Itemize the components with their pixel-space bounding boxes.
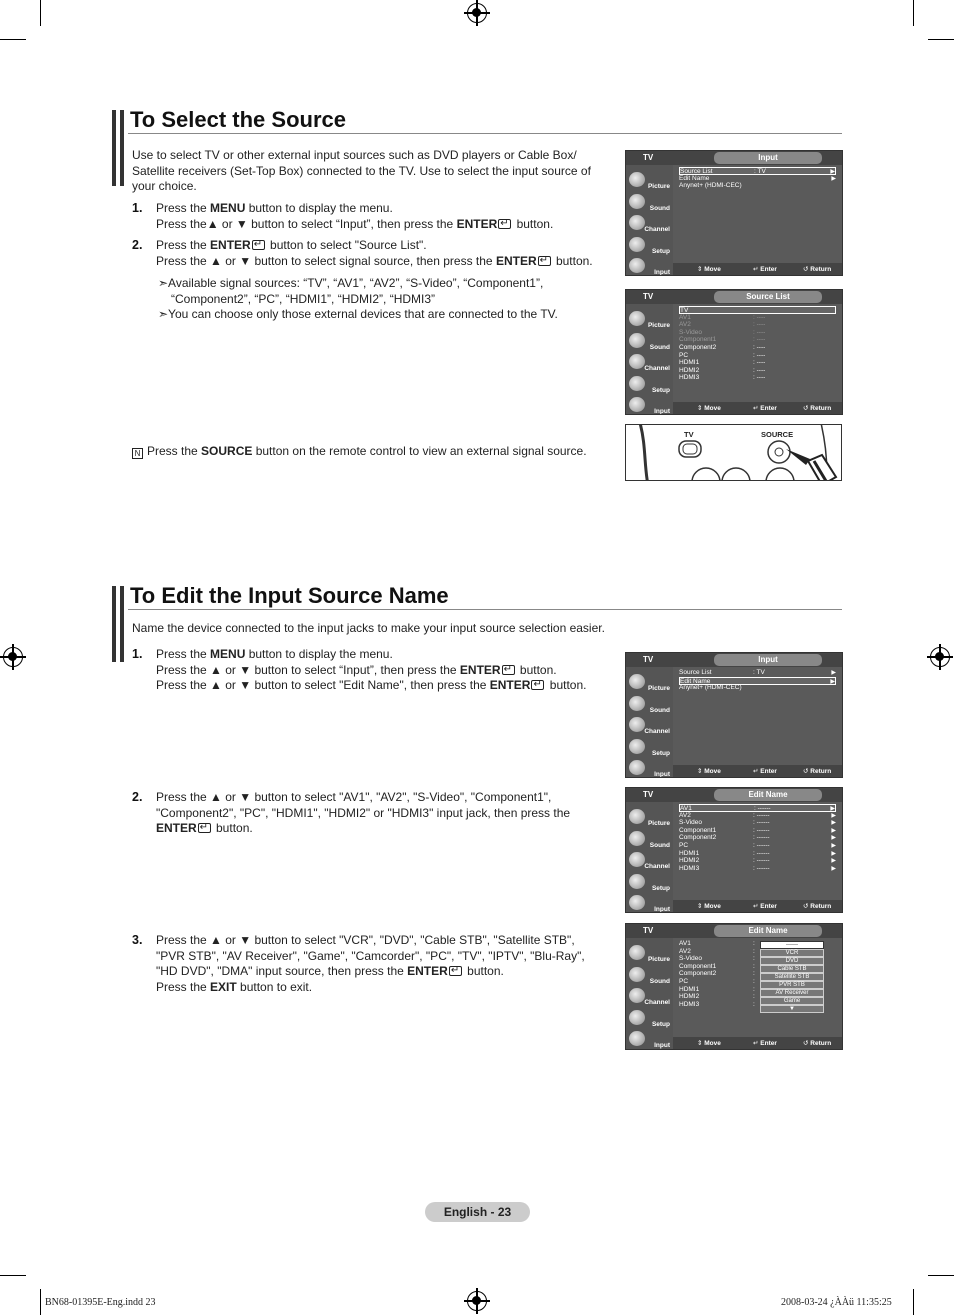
osd-main [673,304,842,402]
osd-menu-row[interactable]: Source List : TV ▶ [679,669,836,676]
osd-menu-row[interactable]: AV2 : [679,947,755,955]
menu-category-icon [629,760,645,775]
menu-category-icon [629,376,645,391]
crop-mark [928,1275,954,1276]
osd-side-item: Sound [628,332,672,352]
osd-move: ⇕ Move [697,1040,721,1047]
osd-tv-label: TV [643,790,654,799]
osd-side-item: Sound [628,193,672,213]
menu-category-icon [629,172,645,187]
osd-menu-row[interactable]: S-Video : ------ ▶ [679,819,836,827]
osd-tv-label: TV [643,153,654,162]
menu-category-icon [629,215,645,230]
remote-source-label: SOURCE [761,430,794,439]
osd-menu-row[interactable]: Anynet+ (HDMI-CEC) [679,684,742,691]
arrow-right-icon: ▶ [831,670,836,676]
osd-enter: ↵ Enter [753,266,777,273]
crop-mark [913,1289,914,1315]
crop-mark [0,1275,26,1276]
osd-menu-row[interactable]: HDMI3 : ---- [679,374,766,382]
registration-mark-icon [467,3,487,23]
step-number: 3. [132,933,143,947]
osd-title: Input [714,654,822,666]
step-text: Press the ▲ or ▼ button to select "VCR", "DVD", "Cable STB", "Satellite STB", "PVR STB", "AV Receiver", "Game", "Camcorder", "PC", "TV", "IPTV", "Blu-Ray", "HD DVD", "DMA" input source, then press the ENTER↵ button. Press the EXIT button to exit. [156,933,616,995]
crop-mark [913,0,914,26]
osd-side-item: Setup [628,1009,672,1029]
osd-tv-label: TV [643,655,654,664]
osd-menu-row[interactable]: TV [679,306,836,314]
tv-menu-input [625,150,843,276]
tv-menu-edit-name-dropdown [625,923,843,1050]
dropdown-option[interactable]: Satellite STB [760,973,824,981]
menu-category-icon [629,397,645,412]
registration-mark-icon [930,647,950,667]
menu-category-icon [629,354,645,369]
note-icon: N [132,448,143,459]
osd-tv-label: TV [643,292,654,301]
menu-category-icon [629,258,645,273]
osd-menu-row[interactable]: HDMI3 : [679,1000,755,1008]
osd-title: Input [714,152,822,164]
osd-move: ⇕ Move [697,405,721,412]
crop-mark [928,39,954,40]
osd-main [673,165,842,263]
menu-category-icon [629,967,645,982]
osd-move: ⇕ Move [697,903,721,910]
enter-icon [449,966,462,976]
osd-side-item: Input [628,257,672,276]
osd-side-item: Picture [628,808,672,828]
crop-mark [40,0,41,26]
enter-icon [538,256,551,266]
menu-category-icon [629,674,645,689]
arrow-right-icon: ▶ [831,176,836,182]
osd-menu-row[interactable]: PC : [679,978,755,985]
osd-main [673,938,842,1037]
osd-menu-row[interactable]: Component2 : [679,970,755,978]
arrow-right-icon: ▶ [831,835,836,842]
osd-menu-row[interactable]: HDMI1 : ------ ▶ [679,849,836,857]
osd-side-item: Picture [628,171,672,191]
arrow-right-icon: ▶ [831,843,836,849]
osd-menu-row[interactable]: PC : ------ ▶ [679,842,836,849]
osd-side-item: Input [628,759,672,778]
note-text: ➣Available signal sources: “TV”, “AV1”, “AV2”, “S-Video”, “Component1”, “Component2”, “PC”, “HDMI1”, “HDMI2”, “HDMI3” ➣You can choose only those external devices that are connected to the TV. [158,276,558,321]
osd-side-item: Picture [628,673,672,693]
tv-menu-input-edit [625,652,843,778]
osd-side-item: Sound [628,830,672,850]
osd-menu-row[interactable]: S-Video : ---- [679,328,766,336]
osd-move: ⇕ Move [697,768,721,775]
remote-tv-label: TV [684,430,694,439]
osd-side-item: Channel [628,851,672,871]
menu-category-icon [629,852,645,867]
enter-icon [198,823,211,833]
osd-tv-label: TV [643,926,654,935]
enter-icon [531,680,544,690]
osd-menu-row[interactable]: Component2 : ---- [679,344,766,351]
menu-category-icon [629,696,645,711]
osd-return: ↺ Return [803,903,832,910]
osd-side-item: Sound [628,966,672,986]
arrow-right-icon: ▶ [831,858,836,865]
menu-category-icon [629,717,645,732]
arrow-right-icon: ▶ [831,850,836,857]
osd-side-item: Channel [628,214,672,234]
step-text: Press the MENU button to display the menu. Press the ▲ or ▼ button to select “Input”, then press the ENTER↵ button. Press the ▲ or ▼ button to select "Edit Name", then press the ENTER↵ button. [156,647,616,694]
osd-menu-row[interactable]: Component1 : ------ ▶ [679,826,836,834]
osd-side-item: Picture [628,310,672,330]
osd-side-item: Setup [628,236,672,256]
menu-category-icon [629,831,645,846]
arrow-right-icon: ▶ [831,812,836,819]
enter-icon [502,665,515,675]
dropdown-option[interactable]: PVR STB [760,981,824,989]
arrow-right-icon: ▶ [830,169,835,175]
enter-icon [498,219,511,229]
osd-side-item: Input [628,1030,672,1050]
osd-move: ⇕ Move [697,266,721,273]
osd-title: Edit Name [714,925,822,937]
menu-category-icon [629,311,645,326]
menu-category-icon [629,874,645,889]
osd-menu-row[interactable]: AV1 : ------ ▶ [680,805,835,812]
osd-menu-row[interactable]: PC : ---- [679,351,766,359]
step-number: 2. [132,238,143,252]
crop-mark [0,39,26,40]
registration-mark-icon [3,647,23,667]
dropdown-option[interactable]: ------ [760,941,824,949]
osd-return: ↺ Return [803,768,832,775]
arrow-right-icon: ▶ [830,806,835,812]
page-number: English - 23 [425,1202,530,1222]
osd-side-item: Channel [628,353,672,373]
arrow-right-icon: ▶ [831,820,836,827]
section-bar [112,586,124,662]
section-bar [112,110,124,186]
osd-return: ↺ Return [803,1040,832,1047]
osd-main [673,802,842,900]
osd-menu-row[interactable]: S-Video : [679,955,755,963]
osd-menu-row[interactable]: HDMI3 : ------ ▶ [679,864,836,872]
menu-category-icon [629,1031,645,1046]
menu-category-icon [629,333,645,348]
dropdown-option[interactable]: Cable STB [760,965,824,973]
arrow-right-icon: ▶ [830,679,835,685]
osd-side-item: Channel [628,987,672,1007]
dropdown-option[interactable]: VCR [760,949,824,957]
osd-menu-row[interactable]: AV2 : ---- [679,321,766,329]
section-rule [128,609,842,610]
osd-enter: ↵ Enter [753,405,777,412]
dropdown-option[interactable]: ▼ [760,1005,824,1013]
osd-side-item: Channel [628,716,672,736]
osd-side-item: Setup [628,738,672,758]
osd-main [673,667,842,765]
osd-menu-row[interactable]: AV1 : ---- [679,313,766,321]
step-text: Press the MENU button to display the menu. Press the▲ or ▼ button to select “Input”, then press the ENTER↵ button. [156,201,606,232]
intro-text: Use to select TV or other external input sources such as DVD players or Cable Box/ Satellite receivers (Set-Top Box) connected to the TV. Use to select the input source of your choice. [132,148,591,193]
tv-menu-source-list [625,289,843,415]
menu-category-icon [629,895,645,910]
osd-menu-row[interactable]: Component1 : [679,962,755,970]
menu-category-icon [629,194,645,209]
section-title: To Edit the Input Source Name [130,583,449,608]
osd-menu-row[interactable]: HDMI1 : ---- [679,359,766,367]
menu-category-icon [629,945,645,960]
osd-menu-row[interactable]: HDMI1 : [679,985,755,993]
step-text: Press the ENTER↵ button to select "Source List". Press the ▲ or ▼ button to select signal source, then press the ENTER↵ button. [156,238,606,269]
menu-category-icon [629,809,645,824]
step-number: 2. [132,790,143,804]
osd-menu-row[interactable]: AV2 : ------ ▶ [679,811,836,819]
osd-menu-row[interactable]: HDMI2 : ---- [679,366,766,374]
osd-return: ↺ Return [803,266,832,273]
dropdown-option[interactable]: AV Receiver [760,989,824,997]
osd-side-item: Input [628,894,672,913]
arrow-right-icon: ▶ [831,865,836,872]
section-title: To Select the Source [130,107,346,132]
osd-title: Source List [714,291,822,303]
osd-menu-row[interactable]: Edit Name ▶ [679,175,836,182]
step-number: 1. [132,201,143,215]
osd-title: Edit Name [714,789,822,801]
osd-enter: ↵ Enter [753,903,777,910]
menu-category-icon [629,1010,645,1025]
dropdown-option[interactable]: DVD [760,957,824,965]
osd-side-item: Setup [628,375,672,395]
step-text: Press the ▲ or ▼ button to select "AV1", "AV2", "S-Video", "Component1", "Component2", "PC", "HDMI1", "HDMI2" or "HDMI3" input jack, then press the ENTER↵ button. [156,790,616,837]
section-rule [128,133,842,134]
osd-menu-row[interactable]: HDMI2 : [679,993,755,1001]
osd-menu-row[interactable]: Component1 : ---- [679,336,766,344]
step-number: 1. [132,647,143,661]
enter-icon [252,240,265,250]
osd-return: ↺ Return [803,405,832,412]
osd-enter: ↵ Enter [753,768,777,775]
menu-category-icon [629,237,645,252]
arrow-right-icon: ▶ [831,827,836,834]
remote-control-image [625,424,842,481]
intro-text: Name the device connected to the input jacks to make your input source selection easier. [132,621,605,635]
osd-side-item: Setup [628,873,672,893]
osd-side-item: Sound [628,695,672,715]
osd-side-item: Input [628,396,672,415]
crop-mark [40,1289,41,1315]
tv-menu-edit-name [625,787,843,913]
menu-category-icon [629,988,645,1003]
file-slug: BN68-01395E-Eng.indd 23 [45,1297,156,1308]
osd-enter: ↵ Enter [753,1040,777,1047]
osd-menu-row[interactable]: Component2 : ------ ▶ [679,834,836,842]
note-text: N Press the SOURCE button on the remote control to view an external signal source. [132,444,612,460]
dropdown-option[interactable]: Game [760,997,824,1005]
osd-menu-row[interactable]: Source List : TV ▶ [680,168,835,175]
osd-menu-row[interactable]: AV1 : [679,940,755,947]
date-slug: 2008-03-24 ¿ÀÀü 11:35:25 [781,1297,892,1308]
osd-menu-row[interactable]: Anynet+ (HDMI-CEC) [679,182,742,189]
registration-mark-icon [467,1291,487,1311]
osd-dropdown[interactable] [760,941,824,1013]
osd-menu-row[interactable]: Edit Name ▶ [680,678,835,685]
osd-side-item: Picture [628,944,672,964]
osd-menu-row[interactable]: HDMI2 : ------ ▶ [679,857,836,865]
menu-category-icon [629,739,645,754]
